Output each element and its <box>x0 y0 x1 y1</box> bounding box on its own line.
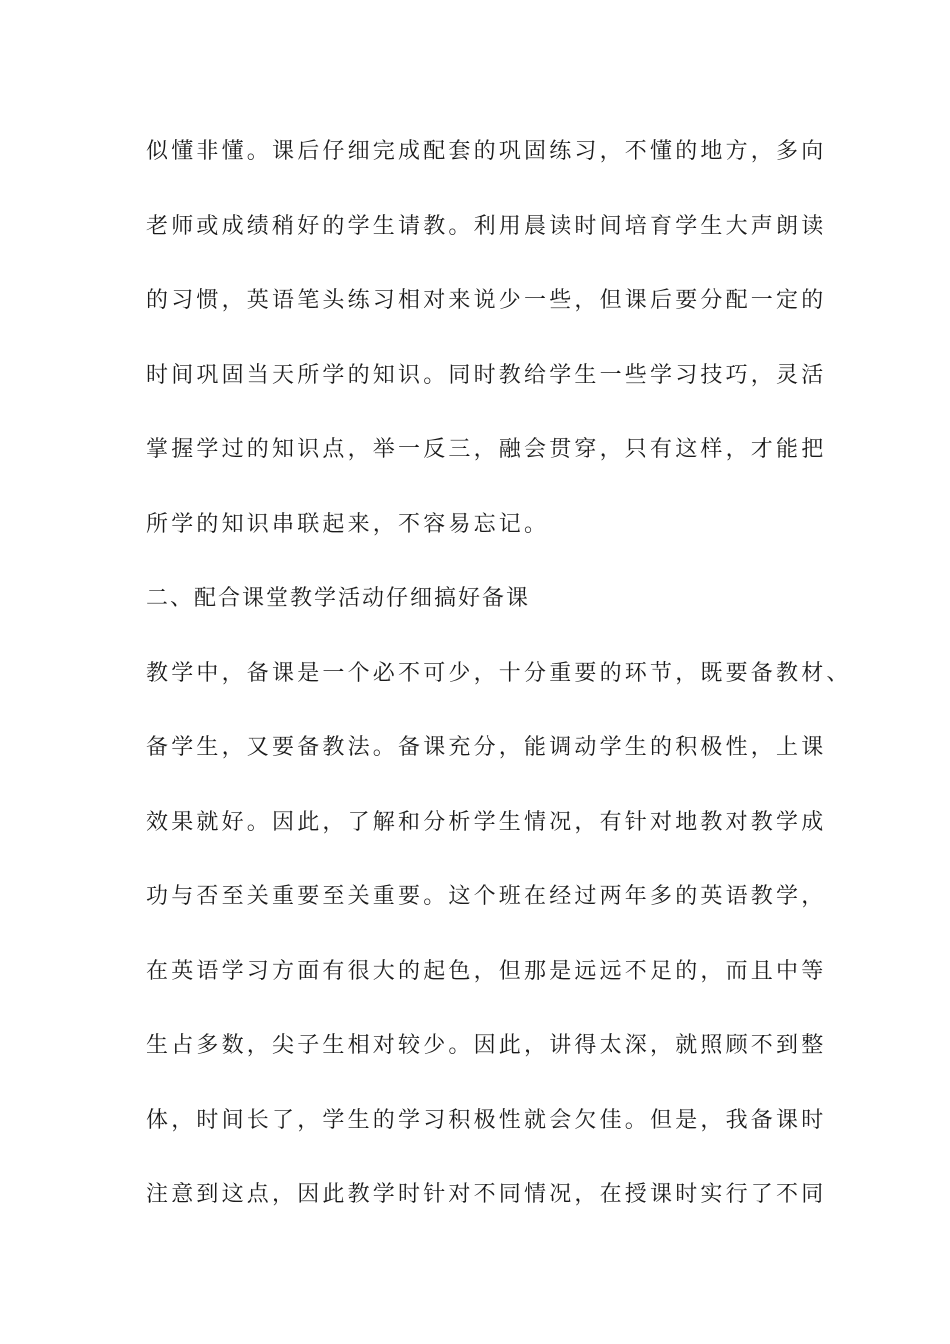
paragraph-line: 效果就好。因此，了解和分析学生情况，有针对地教对教学成 <box>146 809 827 835</box>
body-text <box>146 133 852 1251</box>
paragraph-line: 老师或成绩稍好的学生请教。利用晨读时间培育学生大声朗读 <box>146 213 827 239</box>
paragraph-line: 所学的知识串联起来，不容易忘记。 <box>146 511 550 537</box>
section-heading: 二、配合课堂教学活动仔细搞好备课 <box>146 586 531 611</box>
paragraph-line: 生占多数，尖子生相对较少。因此，讲得太深，就照顾不到整 <box>146 1033 827 1058</box>
paragraph-line: 掌握学过的知识点，举一反三，融会贯穿，只有这样，才能把 <box>146 437 827 462</box>
paragraph-line: 的习惯，英语笔头练习相对来说少一些，但课后要分配一定的 <box>146 288 827 313</box>
paragraph-line: 体，时间长了，学生的学习积极性就会欠佳。但是，我备课时 <box>146 1107 827 1133</box>
paragraph-line: 功与否至关重要至关重要。这个班在经过两年多的英语教学， <box>146 884 827 909</box>
paragraph-line: 在英语学习方面有很大的起色，但那是远远不足的，而且中等 <box>146 958 827 984</box>
paragraph-line: 注意到这点，因此教学时针对不同情况，在授课时实行了不同 <box>146 1182 827 1207</box>
paragraph-line: 备学生，又要备教法。备课充分，能调动学生的积极性，上课 <box>146 735 827 760</box>
paragraph-line: 时间巩固当天所学的知识。同时教给学生一些学习技巧，灵活 <box>146 362 827 388</box>
paragraph-line: 教学中，备课是一个必不可少，十分重要的环节，既要备教材、 <box>146 660 852 686</box>
paragraph-line: 似懂非懂。课后仔细完成配套的巩固练习，不懂的地方，多向 <box>146 139 827 164</box>
